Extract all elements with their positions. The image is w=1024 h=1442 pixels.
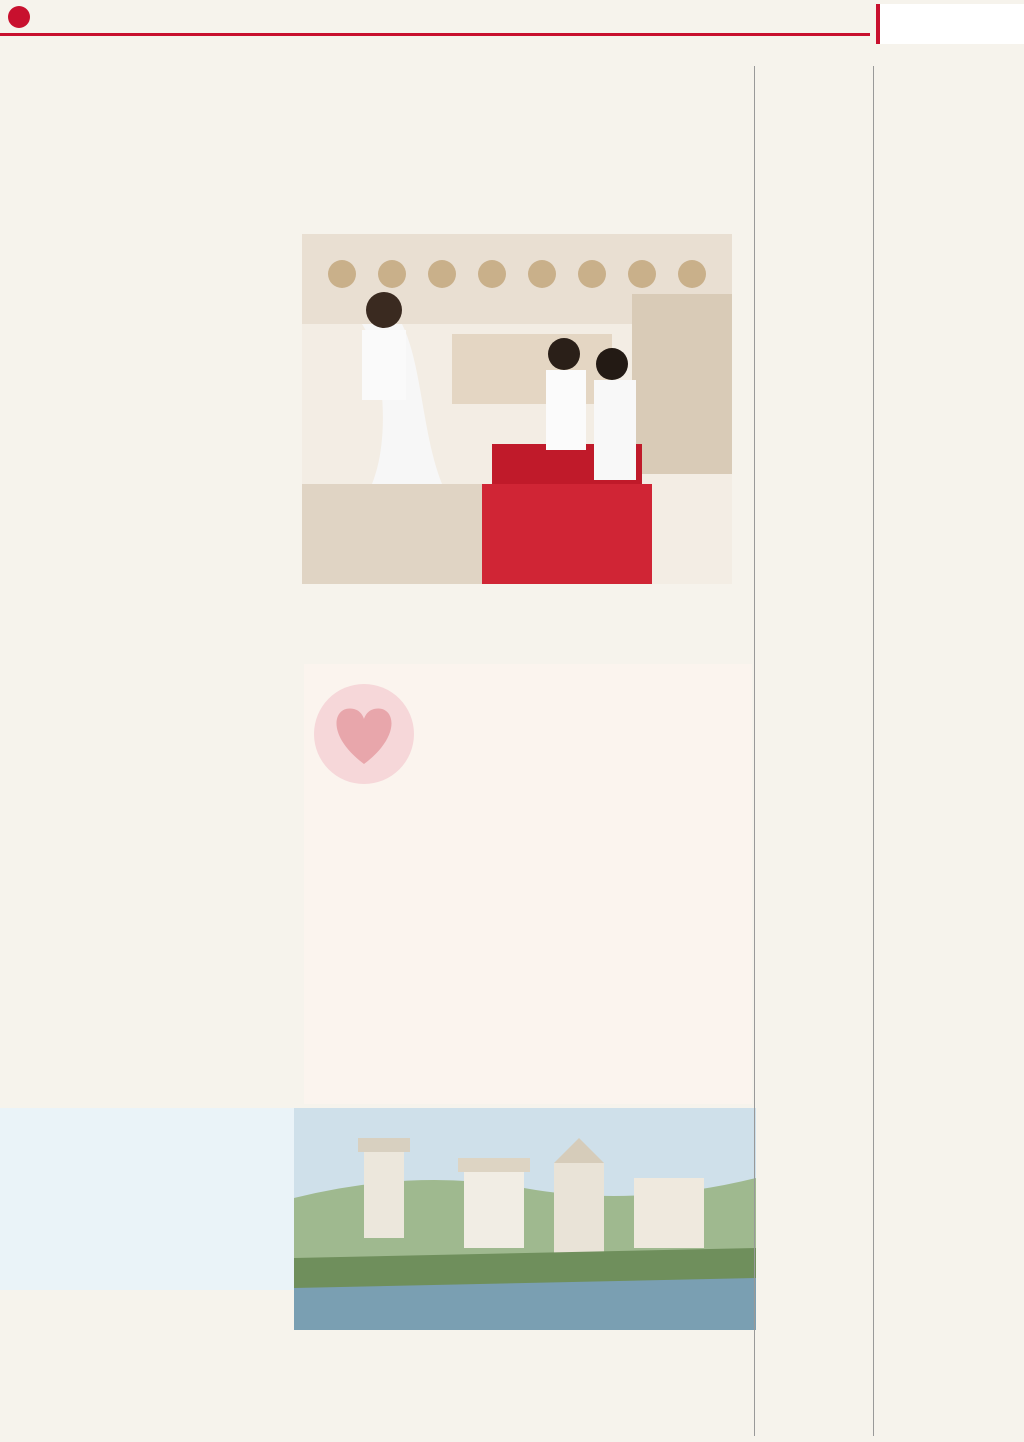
bottom-story-columns-right: [296, 1334, 756, 1438]
sub-story-columns: [312, 800, 752, 1100]
column-divider: [754, 66, 755, 1436]
qa-column-1: [60, 338, 168, 1098]
bottom-story-columns-left: [6, 1248, 296, 1438]
qa-column-2: [172, 338, 292, 1098]
bottom-photo-caption: [520, 1312, 756, 1325]
section-tag: [876, 4, 1024, 44]
right-story-column-1: [760, 66, 872, 1436]
diaolou-village-photo: [294, 1108, 756, 1330]
newspaper-logo: [8, 6, 36, 28]
wedding-registration-photo: [302, 234, 732, 584]
header-rule: [0, 33, 870, 36]
right-story-column-2: [876, 66, 1018, 1436]
logo-mark-icon: [8, 6, 30, 28]
column-divider: [873, 66, 874, 1436]
